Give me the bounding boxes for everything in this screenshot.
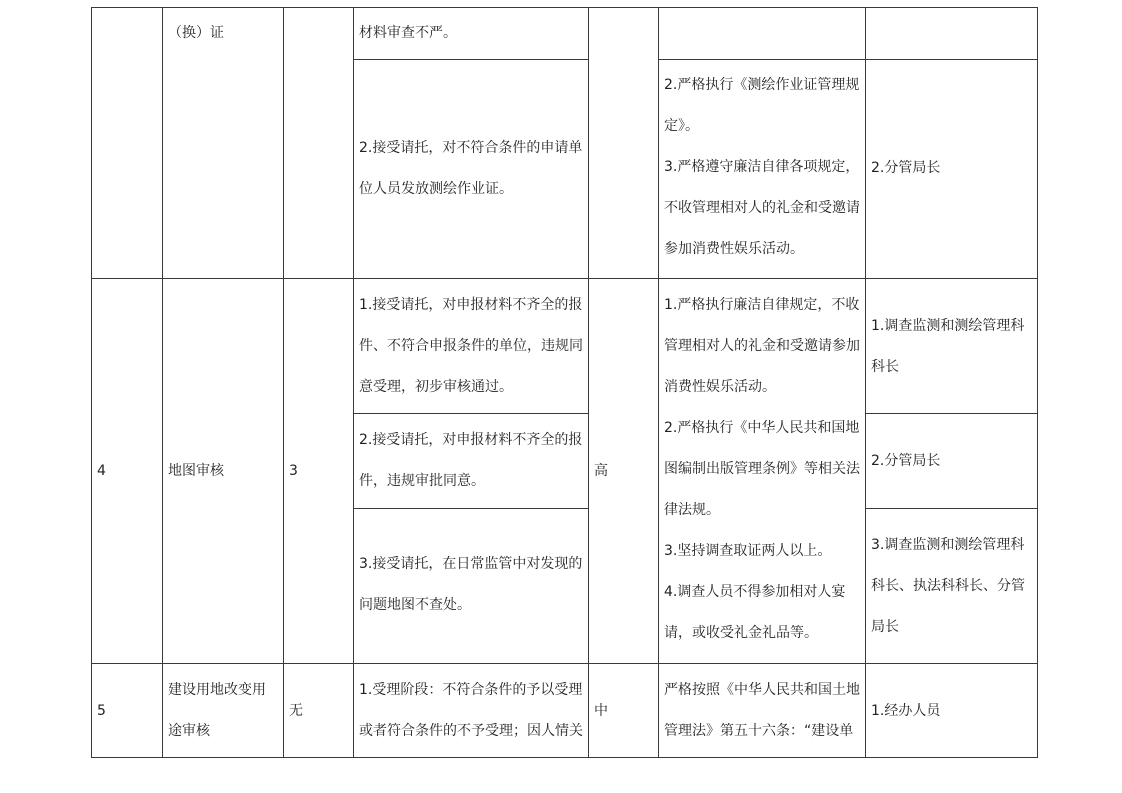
responsible-person-cell: 2.分管局长 — [871, 453, 941, 469]
row-divider — [353, 508, 589, 509]
risk-level-cell: 高 — [594, 463, 608, 479]
table-border-top — [91, 7, 1038, 8]
column-divider — [658, 7, 659, 758]
row-divider — [658, 59, 1038, 60]
risk-point-cell: 1.接受请托，对申报材料不齐全的报件、不符合申报条件的单位，违规同意受理，初步审核通过。 — [359, 297, 583, 395]
risk-count-cell: 3 — [289, 463, 298, 479]
prevention-measures-cell: 严格按照《中华人民共和国土地管理法》第五十六条：“建设单 — [664, 682, 860, 739]
risk-level-cell: 中 — [594, 703, 608, 719]
item-name-cell: 地图审核 — [168, 463, 224, 479]
item-name-cell: （换）证 — [168, 25, 224, 41]
column-divider — [162, 7, 163, 758]
risk-point-cell: 材料审查不严。 — [359, 25, 457, 41]
row-divider — [91, 278, 1038, 279]
column-divider — [865, 7, 866, 758]
row-divider — [91, 663, 1038, 664]
row-divider — [353, 59, 589, 60]
row-divider — [865, 508, 1038, 509]
column-divider — [283, 7, 284, 758]
risk-count-cell: 无 — [289, 703, 303, 719]
column-divider — [588, 7, 589, 758]
row-number-cell: 4 — [97, 463, 106, 479]
responsible-person-cell: 1.经办人员 — [871, 703, 941, 719]
column-divider — [353, 7, 354, 758]
risk-point-cell: 2.接受请托，对不符合条件的申请单位人员发放测绘作业证。 — [359, 140, 583, 197]
risk-point-cell: 1.受理阶段：不符合条件的予以受理或者符合条件的不予受理；因人情关 — [359, 682, 583, 739]
row-divider — [353, 413, 589, 414]
table-border-left — [91, 7, 92, 758]
row-divider — [865, 413, 1038, 414]
table-border-right — [1037, 7, 1038, 758]
risk-point-cell: 2.接受请托，对申报材料不齐全的报件，违规审批同意。 — [359, 432, 583, 489]
prevention-measures-cell: 2.严格执行《测绘作业证管理规定》。 3.严格遵守廉洁自律各项规定，不收管理相对人的礼金和受邀请参加消费性娱乐活动。 — [664, 77, 860, 257]
prevention-measures-cell: 1.严格执行廉洁自律规定，不收管理相对人的礼金和受邀请参加消费性娱乐活动。 2.严格执行《中华人民共和国地图编制出版管理条例》等相关法律法规。 3.坚持调查取证两人以上。 4.调查人员不得参加相对人宴请，或收受礼金礼品等。 — [664, 297, 860, 641]
responsible-person-cell: 3.调查监测和测绘管理科科长、执法科科长、分管局长 — [871, 537, 1025, 635]
item-name-cell: 建设用地改变用途审核 — [168, 682, 266, 739]
table-border-bottom — [91, 757, 1038, 758]
risk-point-cell: 3.接受请托，在日常监管中对发现的问题地图不查处。 — [359, 556, 583, 613]
responsible-person-cell: 1.调查监测和测绘管理科科长 — [871, 318, 1025, 375]
responsible-person-cell: 2.分管局长 — [871, 160, 941, 176]
row-number-cell: 5 — [97, 703, 106, 719]
